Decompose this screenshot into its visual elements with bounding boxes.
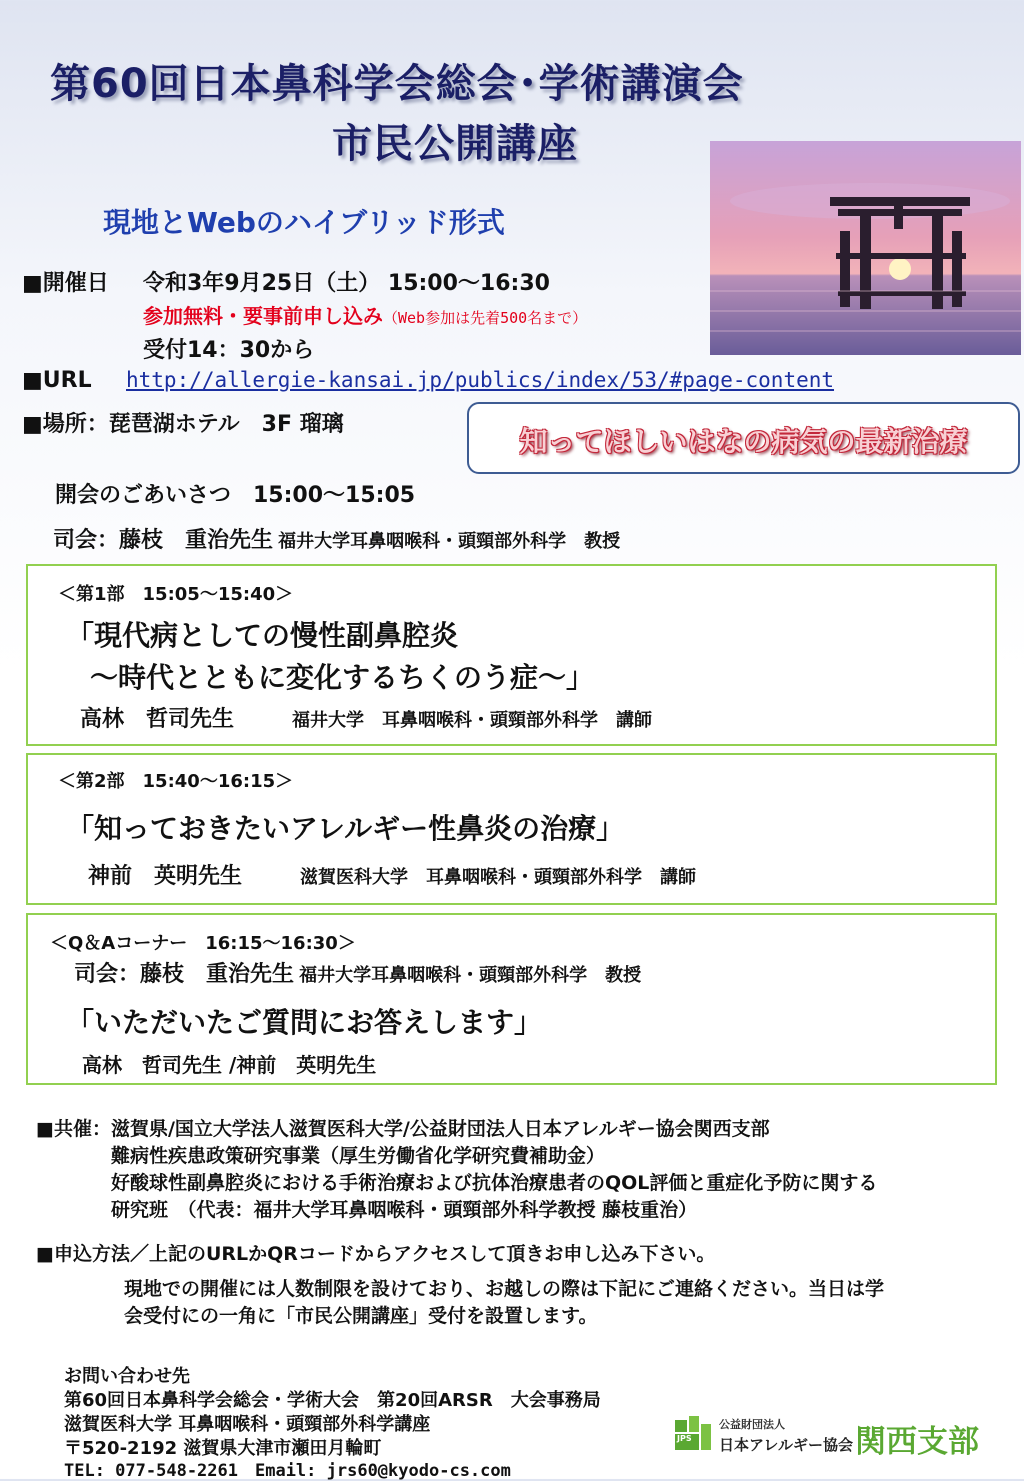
tagline-text: 知ってほしいはなの病気の最新治療 <box>519 425 968 458</box>
logo-branch-name: 関西支部 <box>855 1424 979 1460</box>
url-label: ■URL <box>22 368 92 393</box>
date-value: 令和3年9月25日（土） 15:00～16:30 <box>143 271 550 296</box>
qa-header: ＜Q＆Aコーナー 16:15～16:30＞ <box>50 933 356 954</box>
sponsors-line2: 難病性疾患政策研究事業（厚生労働省化学研究費補助金） <box>111 1145 606 1167</box>
opening-remarks: 開会のごあいさつ 15:00～15:05 <box>55 483 416 508</box>
allergy-association-logo <box>669 1404 1004 1466</box>
venue-info: ■場所：琵琶湖ホテル 3F 瑠璃 <box>22 412 344 437</box>
page-title-line2: 市民公開講座 <box>332 121 578 167</box>
part2-header: ＜第2部 15:40～16:15＞ <box>58 771 294 792</box>
apply-note-line1: 現地での開催には人数制限を設けており、お越しの際は下記にご連絡ください。当日は学 <box>124 1278 885 1300</box>
contact-line1: 第60回日本鼻科学会総会・学術大会 第20回ARSR 大会事務局 <box>64 1390 601 1411</box>
logo-org-name: 日本アレルギー協会 <box>719 1436 854 1454</box>
sponsors-line4: 研究班 （代表：福井大学耳鼻咽喉科・頭頸部外科学教授 藤枝重治） <box>111 1199 698 1221</box>
torii-sunset-photo <box>710 141 1021 355</box>
part1-title-line2: ～時代とともに変化するちくのう症～」 <box>90 661 595 694</box>
qa-panel <box>26 913 997 1085</box>
part1-header: ＜第1部 15:05～15:40＞ <box>58 584 294 605</box>
qa-title: 「いただいたご質問にお答えします」 <box>66 1006 543 1039</box>
apply-note-line2: 会受付にの一角に「市民公開講座」受付を設置します。 <box>124 1305 598 1327</box>
format-subtitle: 現地とWebのハイブリッド形式 <box>103 206 505 239</box>
mc-name: 司会：藤枝 重治先生 <box>53 528 274 553</box>
date-label: ■開催日 <box>22 271 109 296</box>
qa-mc-name: 司会：藤枝 重治先生 <box>74 962 295 987</box>
apply-method: ■申込方法／上記のURLかQRコードからアクセスして頂きお申し込み下さい。 <box>36 1243 716 1265</box>
tagline-box <box>467 402 1020 474</box>
qa-mc <box>74 957 641 988</box>
contact-line4: TEL: 077-548-2261 Email: jrs60@kyodo-cs.com <box>64 1461 511 1481</box>
opening-mc <box>53 523 620 554</box>
part2-affiliation: 滋賀医科大学 耳鼻咽喉科・頭頸部外科学 講師 <box>300 867 696 888</box>
registration-url-link[interactable]: http://allergie-kansai.jp/publics/index/53/#page-content <box>126 368 835 392</box>
sponsors-line1: ■共催：滋賀県/国立大学法人滋賀医科大学/公益財団法人日本アレルギー協会関西支部 <box>36 1118 770 1140</box>
fee-info <box>143 300 587 329</box>
logo-mark-text: JPS <box>677 1434 692 1443</box>
part1-speaker: 高林 哲司先生 <box>80 707 235 732</box>
part1-title-line1: 「現代病としての慢性副鼻腔炎 <box>66 619 459 652</box>
sponsors-line3: 好酸球性副鼻腔炎における手術治療および抗体治療患者のQOL評価と重症化予防に関する <box>111 1172 878 1194</box>
contact-line3: 〒520-2192 滋賀県大津市瀬田月輪町 <box>64 1438 382 1459</box>
qa-speakers: 高林 哲司先生 /神前 英明先生 <box>82 1053 377 1077</box>
mc-affiliation: 福井大学耳鼻咽喉科・頭頸部外科学 教授 <box>278 531 621 552</box>
part1-affiliation: 福井大学 耳鼻咽喉科・頭頸部外科学 講師 <box>292 710 652 731</box>
fee-note: （Web参加は先着500名まで） <box>383 309 588 327</box>
fee-text: 参加無料・要事前申し込み <box>143 304 383 328</box>
part2-title: 「知っておきたいアレルギー性鼻炎の治療」 <box>66 812 625 845</box>
logo-small-text: 公益財団法人 <box>719 1418 785 1431</box>
page-title-line1: 第60回日本鼻科学会総会･学術講演会 <box>50 61 744 107</box>
contact-line2: 滋賀医科大学 耳鼻咽喉科・頭頸部外科学講座 <box>64 1414 431 1435</box>
part1-panel <box>26 564 997 746</box>
part2-panel <box>26 753 997 905</box>
contact-heading: お問い合わせ先 <box>64 1366 190 1387</box>
qa-mc-affiliation: 福井大学耳鼻咽喉科・頭頸部外科学 教授 <box>299 965 642 986</box>
part2-speaker: 神前 英明先生 <box>88 864 243 889</box>
reception-time: 受付14：30から <box>143 338 315 363</box>
